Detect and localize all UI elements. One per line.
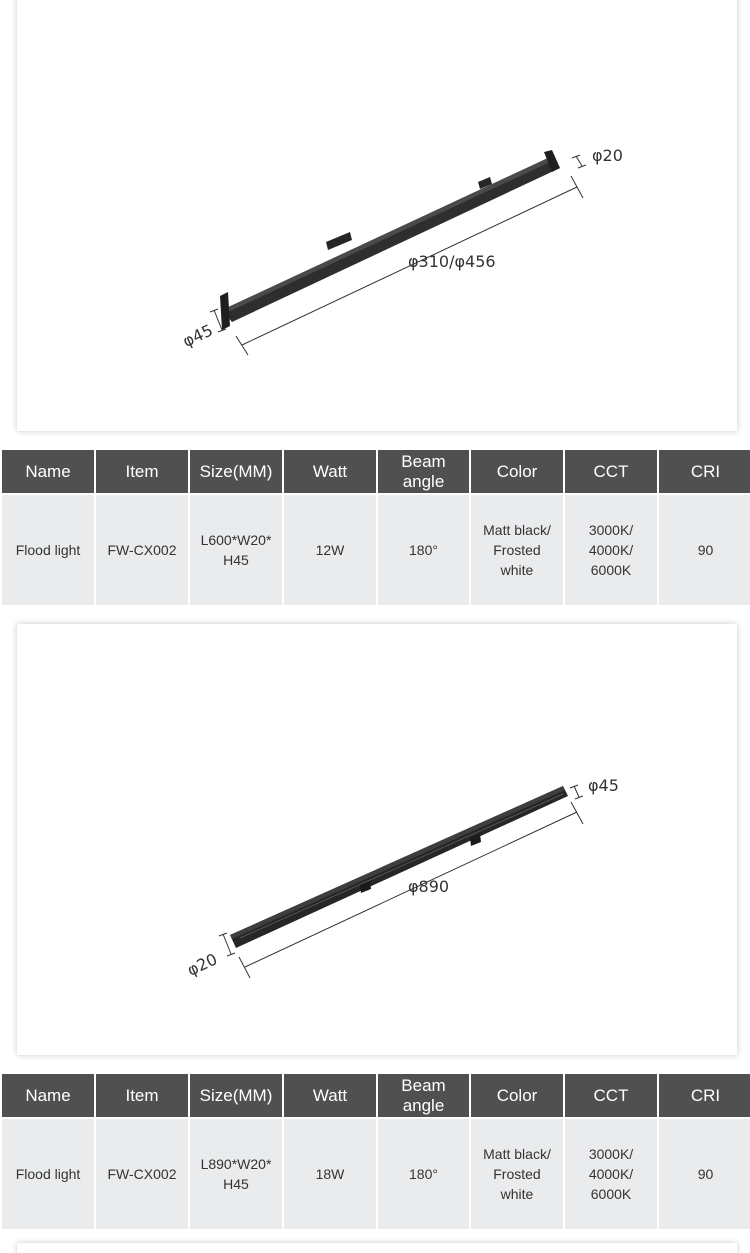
header-watt: Watt <box>284 450 376 493</box>
next-product-card <box>17 1243 737 1253</box>
linear-light-drawing <box>17 624 737 1055</box>
header-item: Item <box>96 450 188 493</box>
header-size: Size(MM) <box>190 450 282 493</box>
dimension-length-label: φ310/φ456 <box>408 252 496 271</box>
header-color: Color <box>471 450 563 493</box>
value-name: Flood light <box>2 1119 94 1229</box>
spec-header-row <box>2 450 748 493</box>
value-cri: 90 <box>659 1119 750 1229</box>
value-watt: 18W <box>284 1119 376 1229</box>
header-item: Item <box>96 1074 188 1117</box>
header-size: Size(MM) <box>190 1074 282 1117</box>
value-beam-angle: 180° <box>378 1119 469 1229</box>
header-color: Color <box>471 1074 563 1117</box>
value-size: L890*W20* H45 <box>190 1119 282 1229</box>
header-name: Name <box>2 1074 94 1117</box>
product-image-card <box>17 0 737 431</box>
header-beam-angle: Beam angle <box>378 450 469 493</box>
value-color: Matt black/ Frosted white <box>471 495 563 605</box>
header-cri: CRI <box>659 1074 750 1117</box>
spec-value-row <box>2 1119 748 1229</box>
value-item: FW-CX002 <box>96 1119 188 1229</box>
linear-light-drawing <box>17 0 737 431</box>
value-size: L600*W20* H45 <box>190 495 282 605</box>
header-beam-angle: Beam angle <box>378 1074 469 1117</box>
value-beam-angle: 180° <box>378 495 469 605</box>
value-watt: 12W <box>284 495 376 605</box>
spec-header-row <box>2 1074 748 1117</box>
value-cct: 3000K/ 4000K/ 6000K <box>565 1119 657 1229</box>
header-name: Name <box>2 450 94 493</box>
header-cct: CCT <box>565 1074 657 1117</box>
value-item: FW-CX002 <box>96 495 188 605</box>
header-cri: CRI <box>659 450 750 493</box>
dimension-end-a-label: φ45 <box>179 320 216 351</box>
spec-value-row <box>2 495 748 605</box>
product-image-card <box>17 624 737 1055</box>
header-cct: CCT <box>565 450 657 493</box>
dimension-length-label: φ890 <box>408 877 450 896</box>
value-name: Flood light <box>2 495 94 605</box>
spec-table <box>2 450 748 605</box>
dimension-end-b-label: φ20 <box>592 146 623 165</box>
dimension-end-b-label: φ45 <box>588 776 619 795</box>
value-cct: 3000K/ 4000K/ 6000K <box>565 495 657 605</box>
value-cri: 90 <box>659 495 750 605</box>
header-watt: Watt <box>284 1074 376 1117</box>
value-color: Matt black/ Frosted white <box>471 1119 563 1229</box>
spec-table <box>2 1074 748 1229</box>
light-bar-shape <box>222 158 560 322</box>
dimension-end-a-label: φ20 <box>184 949 221 980</box>
